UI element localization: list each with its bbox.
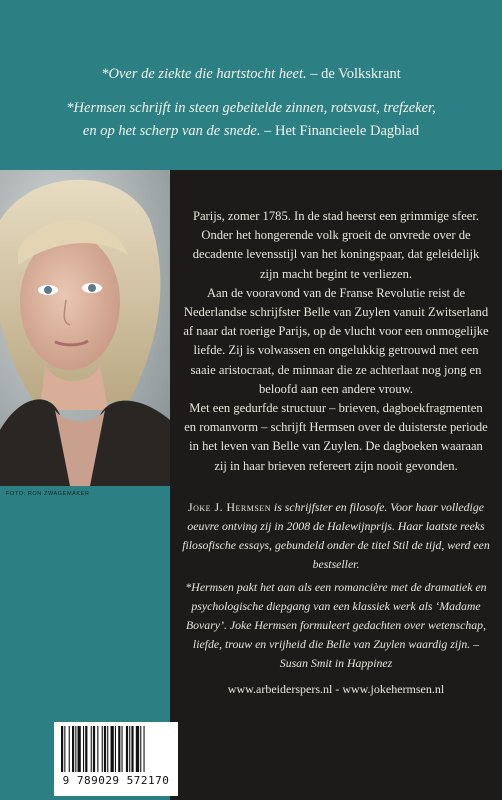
summary-paragraph-2: Aan de vooravond van de Franse Revolutie reist de Nederlandse schrijfster Belle van Zuylen vanuit Zwitserland af naar dat roerige Parijs, op de vlucht voor een onmogelijke liefde. Zij is volwassen en ongelukkig getrouwd met een saaie aristocraat, de minnaar die ze achterlaat nog jong en beloofd aan een andere vrouw. bbox=[183, 285, 489, 396]
quotes-band bbox=[0, 0, 502, 170]
review-quote: *Hermsen pakt het aan als een romancière met de dramatiek en psychologische diepgang van een klassiek werk als ‘Madame Bovary’. Joke Hermsen formuleert gedachten over wetenschap, liefde, trouw en vrijheid die Belle van Zuylen waardig zijn. – Susan Smit in Happinez bbox=[185, 580, 487, 670]
isbn-number: 9 789029 572170 bbox=[62, 774, 170, 787]
summary-paragraph-3: Met een gedurfde structuur – brieven, dagboekfragmenten en romanvorm – schrijft Hermsen over de duisterste periode in het leven van Belle van Zuylen. De dagboeken waaraan zij in haar brieven refereert zijn nooit gevonden. bbox=[184, 401, 488, 473]
author-portrait-illustration bbox=[0, 170, 170, 486]
photo-credit: FOTO: RON ZWAGEMAKER bbox=[6, 491, 90, 497]
author-name: Joke J. Hermsen bbox=[188, 500, 271, 514]
author-bio-text: is schrijfster en filosofe. Voor haar volledige oeuvre ontving zij in 2008 de Halewijnprijs. Haar laatste reeks filosofische essays, gebundeld onder de titel Stil de tijd, werd een bestseller. bbox=[182, 500, 490, 571]
summary-paragraph-1: Parijs, zomer 1785. In de stad heerst een grimmige sfeer. Onder het hongerende volk groeit de onvrede over de decadente levensstijl van het koningspaar, dat geleidelijk zijn macht begint te verliezen. bbox=[192, 209, 480, 281]
barcode bbox=[54, 722, 178, 796]
quote-volkskrant bbox=[0, 66, 502, 83]
author-photo bbox=[0, 170, 170, 486]
barcode-bars bbox=[58, 726, 174, 772]
quote-volkskrant-text: *Over de ziekte die hartstocht heet. bbox=[101, 66, 307, 82]
quote-volkskrant-source: – de Volkskrant bbox=[306, 66, 401, 82]
quote-fd bbox=[0, 97, 502, 143]
quote-fd-line2: en op het scherp van de snede. bbox=[82, 123, 261, 139]
quote-fd-line1: *Hermsen schrijft in steen gebeitelde zinnen, rotsvast, trefzeker, bbox=[66, 100, 436, 116]
quote-fd-source: – Het Financieele Dagblad bbox=[260, 123, 420, 139]
back-cover-text-panel bbox=[170, 170, 502, 800]
publisher-urls: www.arbeiderspers.nl - www.jokehermsen.nl bbox=[227, 682, 445, 696]
book-summary bbox=[182, 207, 490, 476]
author-bio bbox=[182, 498, 490, 574]
